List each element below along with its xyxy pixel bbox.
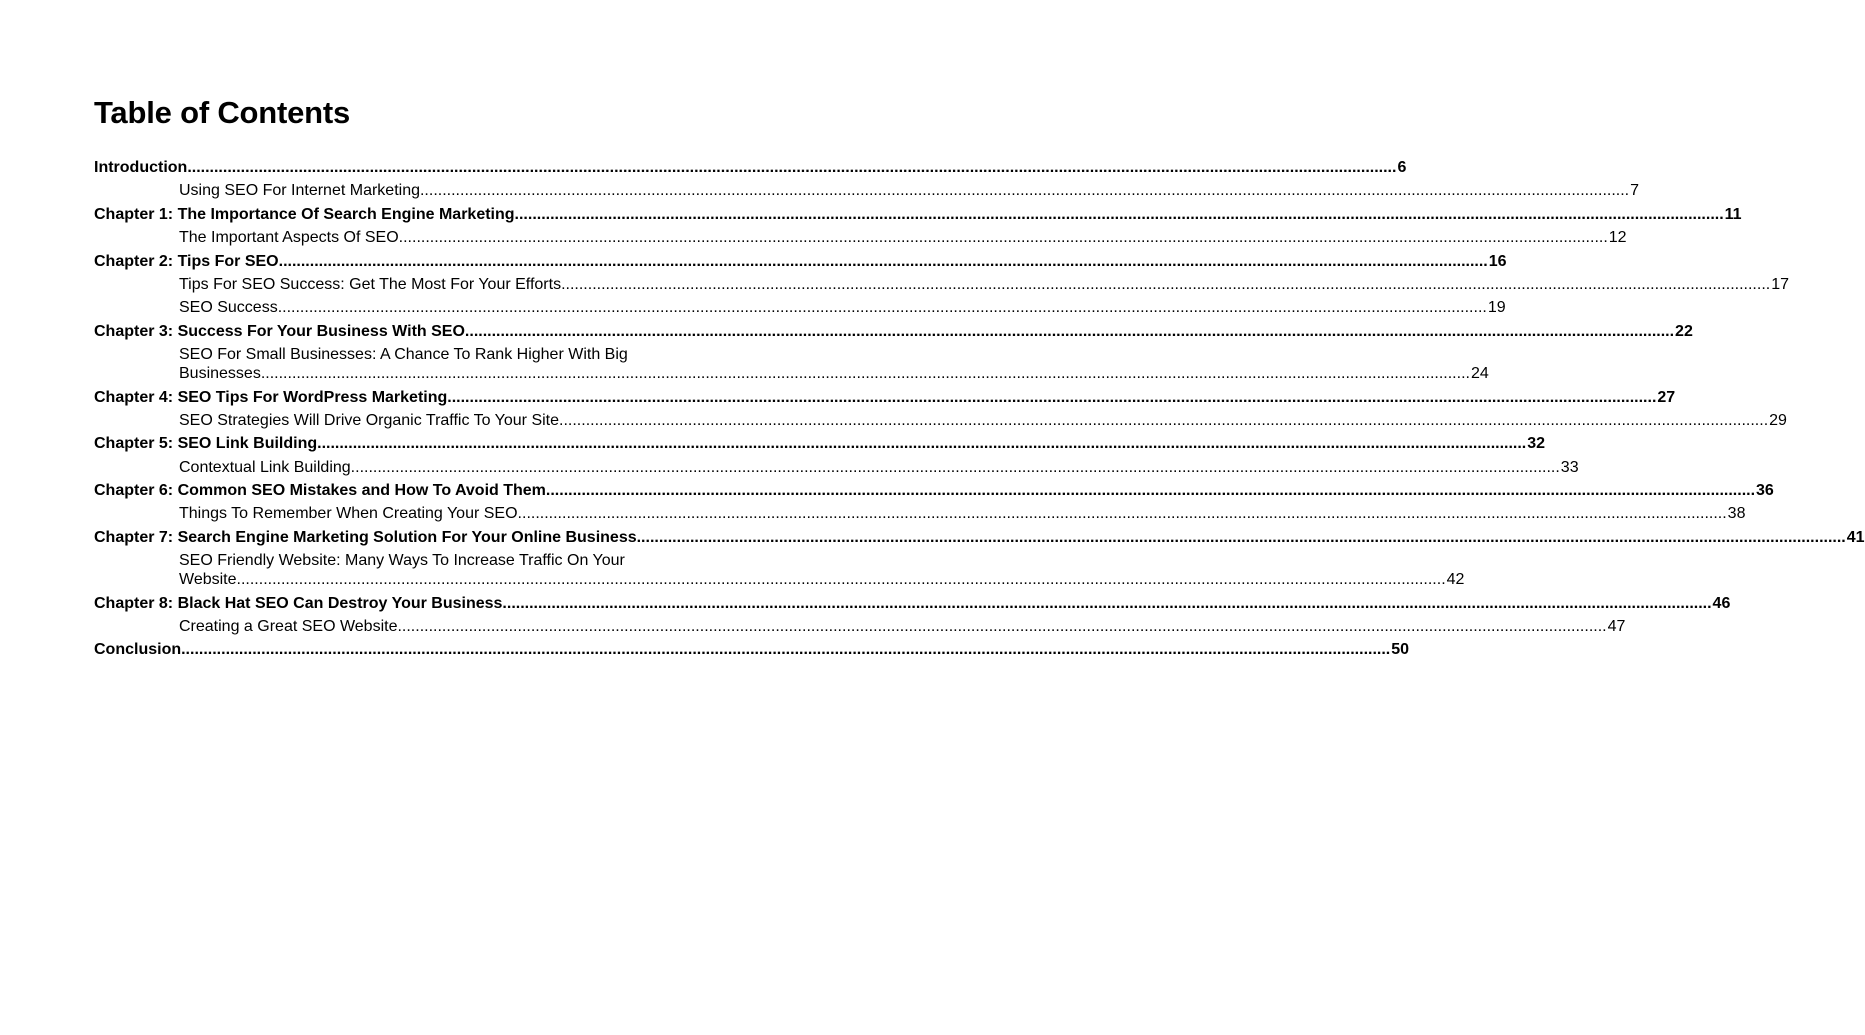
toc-entry-page-number: 41 (1846, 528, 1865, 546)
dot-leader (515, 205, 1724, 224)
toc-entry-page-number: 7 (1630, 182, 1640, 200)
dot-leader (447, 388, 1656, 407)
toc-entry-page-number: 24 (1470, 365, 1489, 383)
dot-leader (546, 481, 1755, 500)
toc-entry-page-number: 29 (1769, 411, 1787, 429)
dot-leader (465, 322, 1674, 341)
toc-entry-title: Chapter 3: Success For Your Business With SEO (94, 322, 465, 340)
toc-entry-page-number: 22 (1675, 322, 1693, 340)
toc-entry-title: SEO Success (179, 299, 278, 317)
toc-entry-line (94, 528, 1865, 547)
toc-entry-title: Chapter 8: Black Hat SEO Can Destroy Your Business (94, 594, 503, 612)
toc-entry-page-number: 32 (1527, 435, 1546, 453)
toc-entry-title: Conclusion (94, 641, 182, 659)
dot-leader (278, 298, 1487, 317)
toc-entry-section[interactable] (94, 228, 1627, 247)
document-page (94, 94, 1865, 664)
toc-entry-title: Website (179, 571, 237, 589)
toc-entry-line (179, 228, 1627, 247)
toc-entry-chapter[interactable] (94, 388, 1676, 407)
toc-entry-chapter[interactable] (94, 528, 1865, 547)
dot-leader (237, 570, 1446, 589)
toc-entry-line (94, 388, 1676, 407)
dot-leader (502, 594, 1711, 613)
toc-entry-line (179, 275, 1789, 294)
dot-leader (637, 528, 1846, 547)
toc-entry-title: Creating a Great SEO Website (179, 618, 398, 636)
toc-entry-page-number: 47 (1607, 618, 1626, 636)
toc-entry-line (179, 298, 1506, 317)
dot-leader (261, 364, 1470, 383)
toc-entry-section[interactable] (94, 458, 1579, 477)
toc-entry-first-line: SEO For Small Businesses: A Chance To Rank Higher With Big (179, 346, 628, 364)
toc-entry-chapter[interactable] (94, 594, 1731, 613)
toc-list (94, 158, 1865, 659)
toc-entry-page-number: 36 (1756, 482, 1774, 500)
toc-entry-page-number: 38 (1727, 505, 1746, 523)
dot-leader (351, 458, 1560, 477)
toc-entry-line (179, 181, 1640, 200)
toc-entry-line (94, 594, 1731, 613)
toc-entry-page-number: 27 (1657, 388, 1676, 406)
toc-entry-line (179, 570, 1465, 589)
dot-leader (181, 640, 1390, 659)
toc-entry-section[interactable] (94, 504, 1746, 523)
dot-leader (420, 181, 1629, 200)
toc-entry-page-number: 19 (1487, 299, 1506, 317)
toc-entry-chapter[interactable] (94, 205, 1742, 224)
toc-entry-page-number: 50 (1391, 641, 1410, 659)
toc-entry-line (94, 158, 1407, 177)
toc-entry-line (94, 322, 1693, 341)
toc-entry-chapter[interactable] (94, 481, 1774, 500)
dot-leader (317, 434, 1526, 453)
toc-entry-section[interactable] (94, 181, 1640, 200)
toc-entry-title: Tips For SEO Success: Get The Most For Your Efforts (179, 275, 562, 293)
toc-entry-section[interactable] (94, 551, 1465, 589)
dot-leader (187, 158, 1396, 177)
toc-entry-line (94, 252, 1507, 271)
toc-entry-title: Chapter 7: Search Engine Marketing Solution For Your Online Business (94, 528, 637, 546)
toc-entry-section[interactable] (94, 298, 1506, 317)
toc-entry-line (94, 640, 1410, 659)
dot-leader (559, 411, 1768, 430)
dot-leader (561, 275, 1770, 294)
toc-entry-line (94, 481, 1774, 500)
toc-entry-line (179, 458, 1579, 477)
toc-entry-page-number: 6 (1397, 159, 1407, 176)
dot-leader (518, 504, 1727, 523)
dot-leader (399, 228, 1608, 247)
toc-entry-title: Chapter 6: Common SEO Mistakes and How To Avoid Them (94, 482, 546, 500)
toc-entry-line (179, 504, 1746, 523)
toc-entry-page-number: 17 (1771, 275, 1789, 293)
toc-entry-page-number: 12 (1608, 229, 1627, 247)
toc-entry-title: Chapter 2: Tips For SEO (94, 252, 279, 270)
toc-entry-section[interactable] (94, 345, 1489, 383)
toc-entry-title: Things To Remember When Creating Your SEO (179, 505, 518, 523)
toc-entry-page-number: 46 (1712, 594, 1731, 612)
toc-entry-chapter[interactable] (94, 322, 1693, 341)
toc-entry-title: The Important Aspects Of SEO (179, 229, 399, 247)
toc-entry-line (179, 364, 1489, 383)
toc-entry-title: Using SEO For Internet Marketing (179, 182, 420, 200)
toc-entry-chapter[interactable] (94, 158, 1407, 177)
dot-leader (279, 252, 1488, 271)
toc-entry-title: Chapter 1: The Importance Of Search Engine Marketing (94, 205, 515, 223)
toc-entry-title: SEO Strategies Will Drive Organic Traffic To Your Site (179, 411, 560, 429)
toc-entry-page-number: 33 (1560, 458, 1579, 476)
toc-entry-title: Chapter 4: SEO Tips For WordPress Marketing (94, 388, 448, 406)
toc-entry-title: Introduction (94, 159, 188, 176)
toc-entry-title: Businesses (179, 365, 261, 383)
toc-entry-page-number: 42 (1446, 571, 1465, 589)
toc-entry-section[interactable] (94, 275, 1789, 294)
dot-leader (397, 617, 1606, 636)
toc-entry-line (94, 434, 1546, 453)
toc-entry-line (94, 205, 1742, 224)
toc-entry-title: Chapter 5: SEO Link Building (94, 435, 318, 453)
toc-entry-title: Contextual Link Building (179, 458, 351, 476)
toc-entry-chapter[interactable] (94, 434, 1546, 453)
toc-entry-section[interactable] (94, 617, 1626, 636)
toc-entry-chapter[interactable] (94, 252, 1507, 271)
toc-entry-first-line: SEO Friendly Website: Many Ways To Increase Traffic On Your (179, 552, 625, 570)
toc-entry-line (179, 411, 1787, 430)
toc-entry-page-number: 16 (1488, 252, 1507, 270)
page-title: Table of Contents (94, 95, 351, 130)
toc-entry-section[interactable] (94, 411, 1787, 430)
toc-entry-line (179, 617, 1626, 636)
toc-entry-page-number: 11 (1724, 205, 1742, 223)
toc-entry-chapter[interactable] (94, 640, 1410, 659)
